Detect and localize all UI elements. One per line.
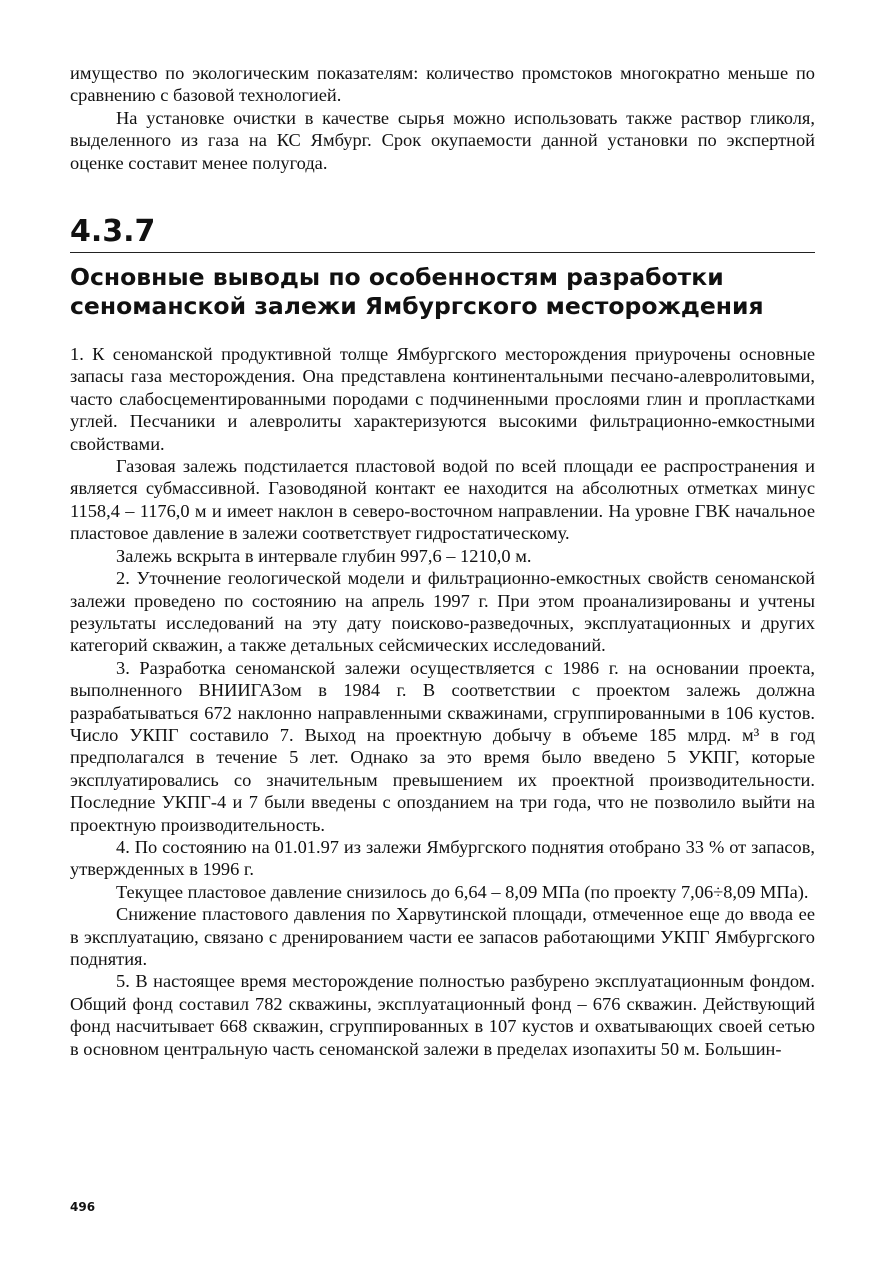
- body-paragraph-3: Залежь вскрыта в интервале глубин 997,6 – 1210,0 м.: [116, 545, 532, 566]
- intro-paragraph-1: имущество по экологическим показателям: количество промстоков многократно меньше по сравнению с базовой технологией.: [70, 63, 815, 106]
- page-number: 496: [70, 1200, 96, 1214]
- section-body: [70, 343, 815, 1060]
- body-paragraph-2: Газовая залежь подстилается пластовой водой по всей площади ее распространения и является субмассивной. Газоводяной контакт ее находится на абсолютных отметках минус 1158,4 – 1176,0 м и имеет наклон в северо-восточном направлении. На уровне ГВК начальное пластовое давление в залежи соответствует гидростатическому.: [70, 456, 815, 544]
- section-divider: [70, 252, 815, 253]
- body-paragraph-6: 4. По состоянию на 01.01.97 из залежи Ямбургского поднятия отобрано 33 % от запасов, утвержденных в 1996 г.: [70, 836, 815, 880]
- body-paragraph-8: Снижение пластового давления по Харвутинской площади, отмеченное еще до ввода ее в эксплуатацию, связано с дренированием части ее запасов работающими УКПГ Ямбургского поднятия.: [70, 904, 815, 969]
- section-number: 4.3.7: [70, 214, 156, 250]
- body-paragraph-5: 3. Разработка сеноманской залежи осуществляется с 1986 г. на основании проекта, выполненного ВНИИГАЗом в 1984 г. В соответствии с проектом залежь должна разрабатываться 672 наклонно направленными скважинами, сгруппированными в 106 кустов. Число УКПГ составило 7. Выход на проектную добычу в объеме 185 млрд. м³ в год предполагался в течение 5 лет. Однако за это время было введено 5 УКПГ, которые эксплуатировались со значительным превышением их проектной производительности. Последние УКПГ-4 и 7 были введены с опозданием на три года, что не позволило выйти на проектную производительность.: [70, 657, 815, 835]
- body-paragraph-1: 1. К сеноманской продуктивной толще Ямбургского месторождения приурочены основные запасы газа месторождения. Она представлена континентальными песчано-алевролитовыми, часто слабосцементированными породами с подчиненными прослоями глин и пропластками углей. Песчаники и алевролиты характеризуются высокими фильтрационно-емкостными свойствами.: [70, 344, 815, 454]
- page-content: [70, 62, 815, 1060]
- intro-paragraph-2: На установке очистки в качестве сырья можно использовать также раствор гликоля, выделенного из газа на КС Ямбург. Срок окупаемости данной установки по экспертной оценке составит менее полугода.: [70, 107, 815, 173]
- body-paragraph-4: 2. Уточнение геологической модели и фильтрационно-емкостных свойств сеноманской залежи проведено по состоянию на апрель 1997 г. При этом проанализированы и учтены результаты исследований на эту дату поисково-разведочных, эксплуатационных и других категорий скважин, а также детальных сейсмических исследований.: [70, 568, 815, 656]
- body-paragraph-9: 5. В настоящее время месторождение полностью разбурено эксплуатационным фондом. Общий фонд составил 782 скважины, эксплуатационный фонд – 676 скважин. Действующий фонд насчитывает 668 скважин, сгруппированных в 107 кустов и охватывающих своей сетью в основном центральную часть сеноманской залежи в пределах изопахиты 50 м. Большин-: [70, 971, 815, 1059]
- body-paragraph-7: Текущее пластовое давление снизилось до 6,64 – 8,09 МПа (по проекту 7,06÷8,09 МПа).: [116, 881, 809, 902]
- section-title: Основные выводы по особенностям разработки сеноманской залежи Ямбургского месторождения: [70, 263, 764, 321]
